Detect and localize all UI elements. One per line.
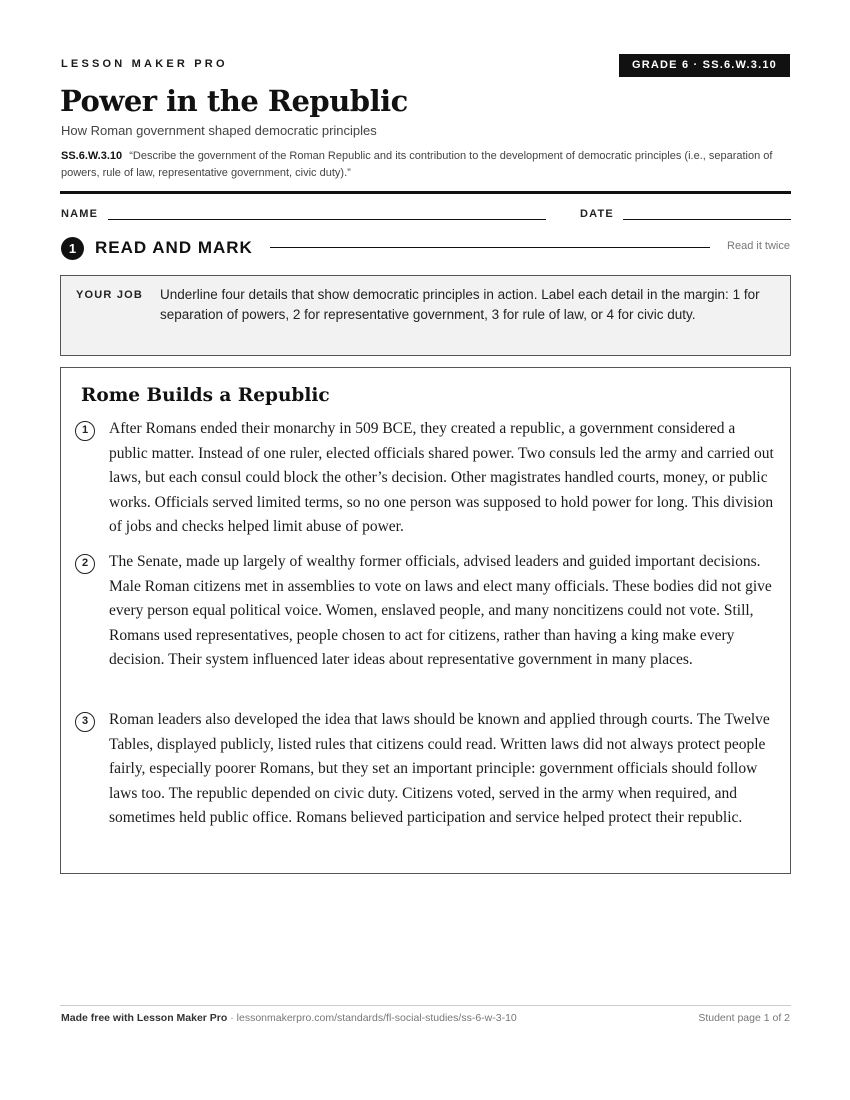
paragraph-number-2: 2 bbox=[75, 554, 95, 574]
name-label: NAME bbox=[61, 208, 99, 220]
reading-passage bbox=[60, 367, 791, 874]
paragraph-number-1: 1 bbox=[75, 421, 95, 441]
brand-name: LESSON MAKER PRO bbox=[61, 58, 228, 70]
section-number-badge: 1 bbox=[61, 237, 84, 260]
instructions-text: Underline four details that show democratic principles in action. Label each detail in the margin: 1 for separation of powers, 2 for representative government, 3 for rule of law, or 4 for civic duty. bbox=[160, 287, 760, 322]
footer-url: · lessonmakerpro.com/standards/fl-social-studies/ss-6-w-3-10 bbox=[227, 1012, 517, 1024]
grade-badge: GRADE 6 · SS.6.W.3.10 bbox=[619, 54, 790, 77]
footer-credit bbox=[61, 1012, 517, 1024]
footer-divider bbox=[60, 1005, 791, 1006]
standard-statement bbox=[61, 148, 791, 182]
header-divider bbox=[60, 191, 791, 194]
date-label: DATE bbox=[580, 208, 614, 220]
page-subtitle: How Roman government shaped democratic principles bbox=[61, 123, 377, 138]
footer-brand: Made free with Lesson Maker Pro bbox=[61, 1012, 228, 1024]
instructions-label: YOUR JOB bbox=[76, 289, 144, 301]
instructions-box bbox=[60, 275, 791, 356]
date-field[interactable] bbox=[623, 219, 791, 220]
footer-page-number: Student page 1 of 2 bbox=[698, 1012, 790, 1024]
section-title: READ AND MARK bbox=[95, 238, 253, 257]
page-title: Power in the Republic bbox=[60, 84, 408, 118]
paragraph-3: Roman leaders also developed the idea that laws should be known and applied through courts. The Twelve Tables, displayed publicly, listed rules that citizens could read. Written laws did not always protect people fairly, especially poorer Romans, but they set an important principle: government officials should follow laws too. The republic depended on civic duty. Citizens voted, served in the army when required, and sometimes held public office. Romans believed participation and service helped protect their republic. bbox=[109, 711, 770, 827]
paragraph-number-3: 3 bbox=[75, 712, 95, 732]
section-divider bbox=[270, 247, 710, 248]
paragraph-1: After Romans ended their monarchy in 509 BCE, they created a republic, a government considered a public matter. Instead of one ruler, elected officials shared power. Two consuls led the army and carried out laws, but each consul could block the other’s decision. Other magistrates handled courts, money, or public works. Officials served limited terms, so no one person was supposed to hold power for long. This division of jobs and checks helped limit abuse of power. bbox=[109, 420, 774, 536]
name-field[interactable] bbox=[108, 219, 546, 220]
standard-text: “Describe the government of the Roman Republic and its contribution to the development of democratic principles (i.e., separation of powers, rule of law, representative government, civic duty).” bbox=[61, 150, 773, 179]
paragraph-2: The Senate, made up largely of wealthy former officials, advised leaders and guided important decisions. Male Roman citizens met in assemblies to vote on laws and elect many officials. These bodies did not give every person equal political voice. Women, enslaved people, and many noncitizens could not vote. Still, Romans used representatives, people chosen to act for citizens, rather than having a king make every decision. Their system influenced later ideas about representative government in many places. bbox=[109, 553, 772, 669]
standard-code: SS.6.W.3.10 bbox=[61, 150, 123, 162]
section-note: Read it twice bbox=[727, 240, 790, 252]
reading-title: Rome Builds a Republic bbox=[81, 385, 330, 406]
